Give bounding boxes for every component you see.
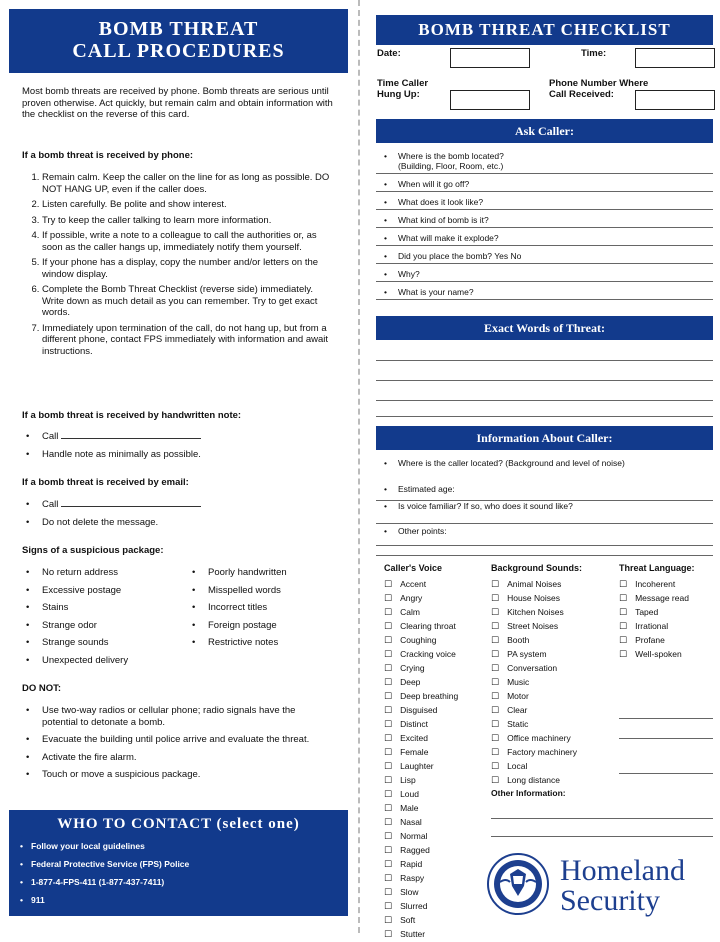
voice-checkbox[interactable]: ☐ Clearing throat — [384, 620, 484, 634]
phone-step: 6. Complete the Bomb Threat Checklist (reverse side) immediately. Write down as much detail as you can remember. Try to get exact words. — [42, 284, 334, 319]
background-checkbox[interactable]: ☐ Motor — [491, 690, 611, 704]
background-checkbox[interactable]: ☐ Animal Noises — [491, 578, 611, 592]
donot-item: • Evacuate the building until police arrive and evaluate the threat. — [42, 734, 334, 746]
background-checkbox[interactable]: ☐ Local — [491, 760, 611, 774]
contact-option[interactable]: • 911 — [31, 895, 338, 906]
other-info-line[interactable] — [491, 836, 713, 837]
language-heading: Threat Language: — [619, 563, 695, 573]
date-label: Date: — [377, 48, 401, 59]
background-checkbox[interactable]: ☐ Office machinery — [491, 732, 611, 746]
exact-words-bar: Exact Words of Threat: — [376, 316, 713, 340]
language-checkbox[interactable]: ☐ Message read — [619, 592, 713, 606]
language-checkbox[interactable]: ☐ Taped — [619, 606, 713, 620]
email-items — [22, 499, 334, 534]
voice-checkbox[interactable]: ☐ Soft — [384, 914, 484, 928]
voice-checkbox[interactable]: ☐ Angry — [384, 592, 484, 606]
suspicious-sign: • No return address — [42, 567, 188, 579]
contact-option[interactable]: • Follow your local guidelines — [31, 841, 338, 852]
phone-received-label: Phone Number Where Call Received: — [549, 78, 649, 100]
exact-words-line[interactable] — [376, 380, 713, 381]
background-checkbox[interactable]: ☐ Clear — [491, 704, 611, 718]
voice-checkbox[interactable]: ☐ Excited — [384, 732, 484, 746]
voice-checkbox[interactable]: ☐ Lisp — [384, 774, 484, 788]
language-other-line[interactable] — [619, 718, 713, 719]
voice-checkbox[interactable]: ☐ Disguised — [384, 704, 484, 718]
voice-checkbox[interactable]: ☐ Male — [384, 802, 484, 816]
info-item: • Other points: — [384, 526, 447, 536]
background-checkbox[interactable]: ☐ Conversation — [491, 662, 611, 676]
voice-checkbox[interactable]: ☐ Loud — [384, 788, 484, 802]
checklist-title: BOMB THREAT CHECKLIST — [376, 15, 713, 45]
other-info-label: Other Information: — [491, 788, 566, 798]
voice-heading: Caller's Voice — [384, 563, 443, 573]
language-other-line[interactable] — [619, 773, 713, 774]
donot-item: • Activate the fire alarm. — [42, 752, 334, 764]
homeland-security-logo: Homeland Security — [560, 854, 685, 917]
language-other-line[interactable] — [619, 738, 713, 739]
phone-step: 7. Immediately upon termination of the call, do not hang up, but from a different phone, contact FPS immediately with information and await instructions. — [42, 323, 334, 358]
phone-step: 5. If your phone has a display, copy the number and/or letters on the window display. — [42, 257, 334, 280]
language-checkbox[interactable]: ☐ Well-spoken — [619, 648, 713, 662]
suspicious-sign: • Strange sounds — [42, 637, 188, 649]
ask-caller-item[interactable]: • What will make it explode? — [376, 233, 713, 246]
phone-received-field[interactable] — [635, 90, 715, 110]
info-item: • Is voice familiar? If so, who does it sound like? — [376, 501, 713, 524]
voice-checkbox[interactable]: ☐ Raspy — [384, 872, 484, 886]
note-item-handle: • Handle note as minimally as possible. — [42, 449, 334, 461]
date-field[interactable] — [450, 48, 530, 68]
language-checkbox[interactable]: ☐ Profane — [619, 634, 713, 648]
background-checkbox[interactable]: ☐ Kitchen Noises — [491, 606, 611, 620]
voice-checkbox[interactable]: ☐ Crying — [384, 662, 484, 676]
ask-caller-item[interactable]: • Why? — [376, 269, 713, 282]
suspicious-sign: • Incorrect titles — [208, 602, 334, 614]
donot-item: • Touch or move a suspicious package. — [42, 769, 334, 781]
exact-words-line[interactable] — [376, 360, 713, 361]
hungup-field[interactable] — [450, 90, 530, 110]
exact-words-line[interactable] — [376, 400, 713, 401]
voice-checkbox[interactable]: ☐ Calm — [384, 606, 484, 620]
donot-item: • Use two-way radios or cellular phone; radio signals have the potential to detonate a bomb. — [42, 705, 334, 728]
exact-words-line[interactable] — [376, 416, 713, 417]
fold-line — [358, 0, 360, 933]
left-title-line1: BOMB THREAT — [98, 18, 259, 40]
ask-caller-item[interactable]: • Did you place the bomb? Yes No — [376, 251, 713, 264]
voice-checkbox[interactable]: ☐ Coughing — [384, 634, 484, 648]
ask-caller-item[interactable]: • Where is the bomb located? (Building, Floor, Room, etc.) — [376, 151, 713, 174]
suspicious-sign: • Excessive postage — [42, 585, 188, 597]
voice-checkbox[interactable]: ☐ Accent — [384, 578, 484, 592]
other-points-line[interactable] — [376, 545, 713, 546]
ask-caller-bar: Ask Caller: — [376, 119, 713, 143]
time-label: Time: — [581, 48, 607, 59]
info-caller-list — [376, 458, 713, 548]
voice-checkbox[interactable]: ☐ Slow — [384, 886, 484, 900]
language-checkbox[interactable]: ☐ Incoherent — [619, 578, 713, 592]
intro-paragraph: Most bomb threats are received by phone. Bomb threats are serious until proven otherwise. Act quickly, but remain calm and obtain information with the checklist on the reverse of this card. — [22, 86, 333, 120]
info-item: • Estimated age: — [376, 484, 713, 501]
ask-caller-item-sub: (Building, Floor, Room, etc.) — [398, 161, 504, 171]
voice-checkbox[interactable]: ☐ Cracking voice — [384, 648, 484, 662]
phone-step: 4. If possible, write a note to a colleague to call the authorities or, as soon as the caller hangs up, immediately notify them yourself. — [42, 230, 334, 253]
voice-checkbox[interactable]: ☐ Rapid — [384, 858, 484, 872]
language-column — [619, 563, 713, 662]
voice-checkbox[interactable]: ☐ Female — [384, 746, 484, 760]
suspicious-sign: • Strange odor — [42, 620, 188, 632]
who-to-contact-box — [9, 810, 348, 916]
other-points-line[interactable] — [376, 555, 713, 556]
background-checkbox[interactable]: ☐ House Noises — [491, 592, 611, 606]
donot-heading: DO NOT: — [22, 683, 62, 694]
voice-checkbox[interactable]: ☐ Nasal — [384, 816, 484, 830]
background-checkbox[interactable]: ☐ Booth — [491, 634, 611, 648]
background-checkbox[interactable]: ☐ Long distance — [491, 774, 611, 788]
ask-caller-list — [376, 151, 713, 305]
voice-checkbox[interactable]: ☐ Laughter — [384, 760, 484, 774]
background-checkbox[interactable]: ☐ Factory machinery — [491, 746, 611, 760]
suspicious-signs — [22, 567, 334, 672]
note-items — [22, 431, 334, 466]
email-item-call: • Call — [42, 499, 334, 511]
phone-step: 2. Listen carefully. Be polite and show interest. — [42, 199, 334, 211]
voice-column — [384, 563, 484, 942]
suspicious-sign: • Restrictive notes — [208, 637, 334, 649]
ask-caller-item[interactable]: • When will it go off? — [376, 179, 713, 192]
suspicious-sign: • Unexpected delivery — [42, 655, 188, 667]
ask-caller-item[interactable]: • What does it look like? — [376, 197, 713, 210]
call-blank[interactable] — [61, 438, 201, 439]
voice-checkbox[interactable]: ☐ Deep breathing — [384, 690, 484, 704]
dhs-seal-icon — [486, 852, 550, 916]
hungup-label: Time Caller Hung Up: — [377, 78, 429, 100]
left-title-banner — [9, 9, 348, 73]
info-item: • Where is the caller located? (Background and level of noise) — [384, 458, 625, 468]
suspicious-sign: • Stains — [42, 602, 188, 614]
voice-checkbox[interactable]: ☐ Normal — [384, 830, 484, 844]
phone-step: 1. Remain calm. Keep the caller on the line for as long as possible. DO NOT HANG UP, even if the caller does. — [42, 172, 334, 195]
voice-checkbox[interactable]: ☐ Stutter — [384, 928, 484, 942]
suspicious-sign: • Misspelled words — [208, 585, 334, 597]
ask-caller-item[interactable]: • What kind of bomb is it? — [376, 215, 713, 228]
background-heading: Background Sounds: — [491, 563, 583, 573]
note-heading: If a bomb threat is received by handwritten note: — [22, 410, 242, 421]
phone-step: 3. Try to keep the caller talking to learn more information. — [42, 215, 334, 227]
suspicious-sign: • Poorly handwritten — [208, 567, 334, 579]
background-checkbox[interactable]: ☐ Street Noises — [491, 620, 611, 634]
email-call-blank[interactable] — [61, 506, 201, 507]
note-item-call: • Call — [42, 431, 334, 443]
donot-items — [22, 705, 334, 787]
email-heading: If a bomb threat is received by email: — [22, 477, 189, 488]
suspicious-sign: • Foreign postage — [208, 620, 334, 632]
time-field[interactable] — [635, 48, 715, 68]
email-item-delete: • Do not delete the message. — [42, 517, 334, 529]
contact-title: WHO TO CONTACT (select one) — [57, 816, 300, 832]
language-checkbox[interactable]: ☐ Irrational — [619, 620, 713, 634]
background-column — [491, 563, 611, 788]
left-title-line2: CALL PROCEDURES — [72, 40, 285, 62]
voice-checkbox[interactable]: ☐ Slurred — [384, 900, 484, 914]
ask-caller-item[interactable]: • What is your name? — [376, 287, 713, 300]
background-checkbox[interactable]: ☐ PA system — [491, 648, 611, 662]
info-caller-bar: Information About Caller: — [376, 426, 713, 450]
suspicious-heading: Signs of a suspicious package: — [22, 545, 164, 556]
phone-steps — [22, 172, 334, 361]
background-checkbox[interactable]: ☐ Static — [491, 718, 611, 732]
background-checkbox[interactable]: ☐ Music — [491, 676, 611, 690]
contact-option[interactable]: • 1-877-4-FPS-411 (1-877-437-7411) — [31, 877, 338, 888]
voice-checkbox[interactable]: ☐ Deep — [384, 676, 484, 690]
phone-heading: If a bomb threat is received by phone: — [22, 150, 194, 161]
other-info-line[interactable] — [491, 818, 713, 819]
voice-checkbox[interactable]: ☐ Ragged — [384, 844, 484, 858]
contact-option[interactable]: • Federal Protective Service (FPS) Police — [31, 859, 338, 870]
voice-checkbox[interactable]: ☐ Distinct — [384, 718, 484, 732]
